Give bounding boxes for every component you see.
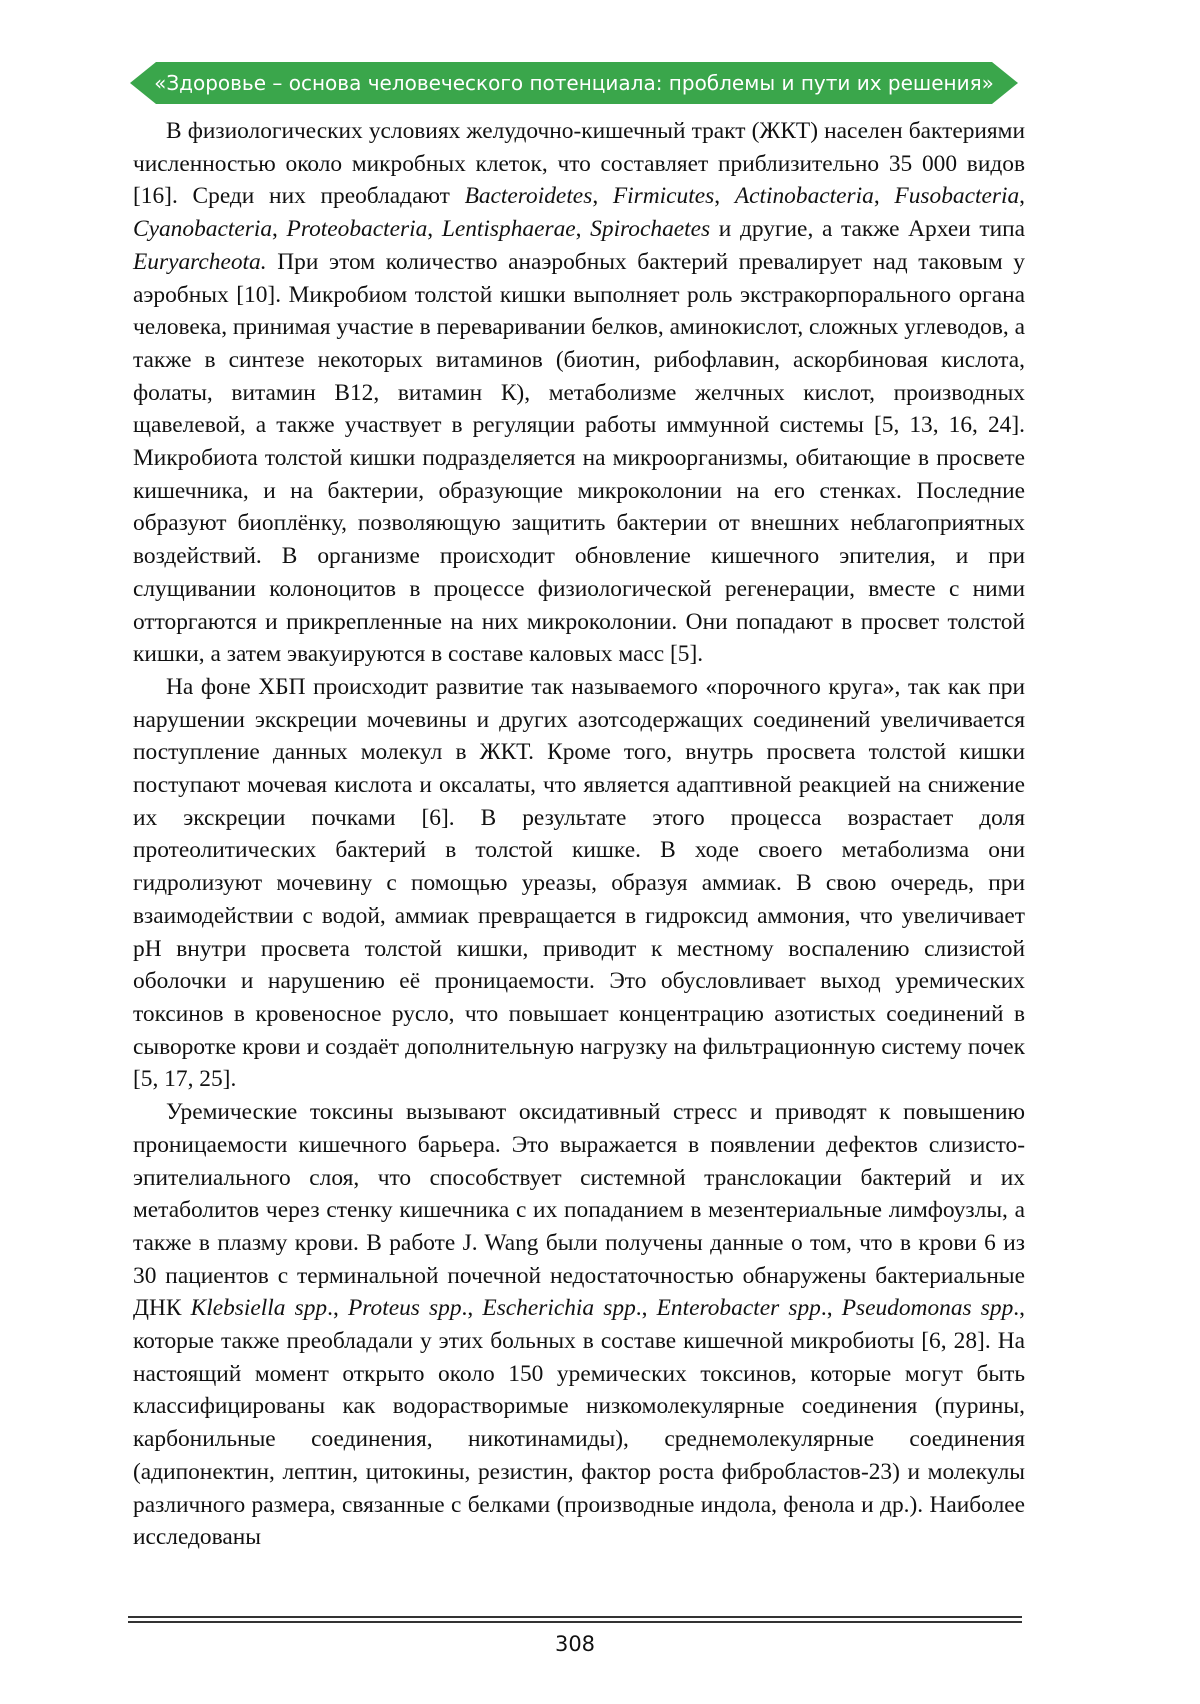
italic-term: Cyanobacteria <box>133 216 273 243</box>
text-run: , <box>1019 183 1025 210</box>
italic-term: Spirochaetes <box>590 216 711 243</box>
text-run: , <box>714 183 735 210</box>
text-run: , <box>427 216 442 243</box>
text-run: и другие, а также Археи типа <box>710 216 1026 243</box>
body-text <box>133 115 1025 1554</box>
text-run: , <box>592 183 613 210</box>
italic-term: Proteus spp <box>347 1295 462 1322</box>
text-run: ., <box>327 1295 348 1322</box>
text-run: В физиологических условиях желудочно-кишечный тракт (ЖКТ) населен бактериями численностью около микробных клеток, что составляет приблизительно 35 000 видов [16]. Среди них преобладают <box>133 118 1025 210</box>
italic-term: Euryarcheota. <box>133 248 267 275</box>
paragraph-1 <box>133 115 1025 671</box>
text-run: , <box>575 216 591 243</box>
text-run: При этом количество анаэробных бактерий превалирует над таковым у аэробных [10]. Микробиом толстой кишки выполняет роль экстракорпорального органа человека, принимая участие в переваривании белков, аминокислот, сложных углеводов, а также в синтезе некоторых витаминов (биотин, рибофлавин, аскорбиновая кислота, фолаты, витамин В12, витамин К), метаболизме желчных кислот, производных щавелевой, а также участвует в регуляции работы иммунной системы [5, 13, 16, 24]. Микробиота толстой кишки подразделяется на микроорганизмы, обитающие в просвете кишечника, и на бактерии, образующие микроколонии на его стенках. Последние образуют биоплёнку, позволяющую защитить бактерии от внешних неблагоприятных воздействий. В организме происходит обновление кишечного эпителия, и при слущивании колоноцитов в процессе физиологической регенерации, вместе с ними отторгаются и прикрепленные на них микроколонии. Они попадают в просвет толстой кишки, а затем эвакуируются в составе каловых масс [5]. <box>133 248 1025 668</box>
italic-term: Enterobacter spp <box>656 1295 821 1322</box>
text-run: , <box>873 183 895 210</box>
text-run: На фоне ХБП происходит развитие так называемого «порочного круга», так как при нарушении экскреции мочевины и других азотсодержащих соединений увеличивается поступление данных молекул в ЖКТ. Кроме того, внутрь просвета толстой кишки поступают мочевая кислота и оксалаты, что является адаптивной реакцией на снижение их экскреции почками [6]. В результате этого процесса возрастает доля протеолитических бактерий в толстой кишке. В ходе своего метаболизма они гидролизуют мочевину с помощью уреазы, образуя аммиак. В свою очередь, при взаимодействии с водой, аммиак превращается в гидроксид аммония, что увеличивает pH внутри просвета толстой кишки, приводит к местному воспалению слизистой оболочки и нарушению её проницаемости. Это обусловливает выход уремических токсинов в кровеносное русло, что повышает концентрацию азотистых соединений в сыворотке крови и создаёт дополнительную нагрузку на фильтрационную систему почек [5, 17, 25]. <box>133 673 1025 1093</box>
footer-rule <box>128 1616 1022 1626</box>
paragraph-3 <box>133 1096 1025 1554</box>
paragraph-2 <box>133 671 1025 1096</box>
italic-term: Fusobacteria <box>894 183 1020 210</box>
footer-rule-line-2 <box>128 1621 1022 1623</box>
italic-term: Escherichia spp <box>482 1295 636 1322</box>
italic-term: Bacteroidetes <box>464 183 593 210</box>
italic-term: Klebsiella spp <box>190 1295 328 1322</box>
header-title: «Здоровье – основа человеческого потенциала: проблемы и пути их решения» <box>154 71 994 95</box>
footer-rule-line-1 <box>128 1616 1022 1618</box>
text-run: ., <box>635 1295 657 1322</box>
italic-term: Proteobacteria <box>286 216 428 243</box>
text-run: , <box>272 216 287 243</box>
page-number: 308 <box>554 1632 596 1656</box>
italic-term: Pseudomonas spp <box>841 1295 1014 1322</box>
text-run: ., которые также преобладали у этих больных в составе кишечной микробиоты [6, 28]. На настоящий момент открыто около 150 уремических токсинов, которые могут быть классифицированы как водорастворимые низкомолекулярные соединения (пурины, карбонильные соединения, никотинамиды), среднемолекулярные соединения (адипонектин, лептин, цитокины, резистин, фактор роста фибробластов-23) и молекулы различного размера, связанные с белками (производные индола, фенола и др.). Наиболее исследованы <box>133 1295 1025 1551</box>
italic-term: Actinobacteria <box>734 183 874 210</box>
text-run: ., <box>461 1295 483 1322</box>
running-header <box>130 62 1018 104</box>
italic-term: Firmicutes <box>612 183 715 210</box>
text-run: Уремические токсины вызывают оксидативный стресс и приводят к повышению проницаемости кишечного барьера. Это выражается в появлении дефектов слизисто-эпителиального слоя, что способствует системной транслокации бактерий и их метаболитов через стенку кишечника с их попаданием в мезентериальные лимфоузлы, а также в плазму крови. В работе J. Wang были получены данные о том, что в крови 6 из 30 пациентов с терминальной почечной недостаточностью обнаружены бактериальные ДНК <box>133 1099 1025 1322</box>
italic-term: Lentisphaerae <box>441 216 576 243</box>
text-run: ., <box>820 1295 842 1322</box>
